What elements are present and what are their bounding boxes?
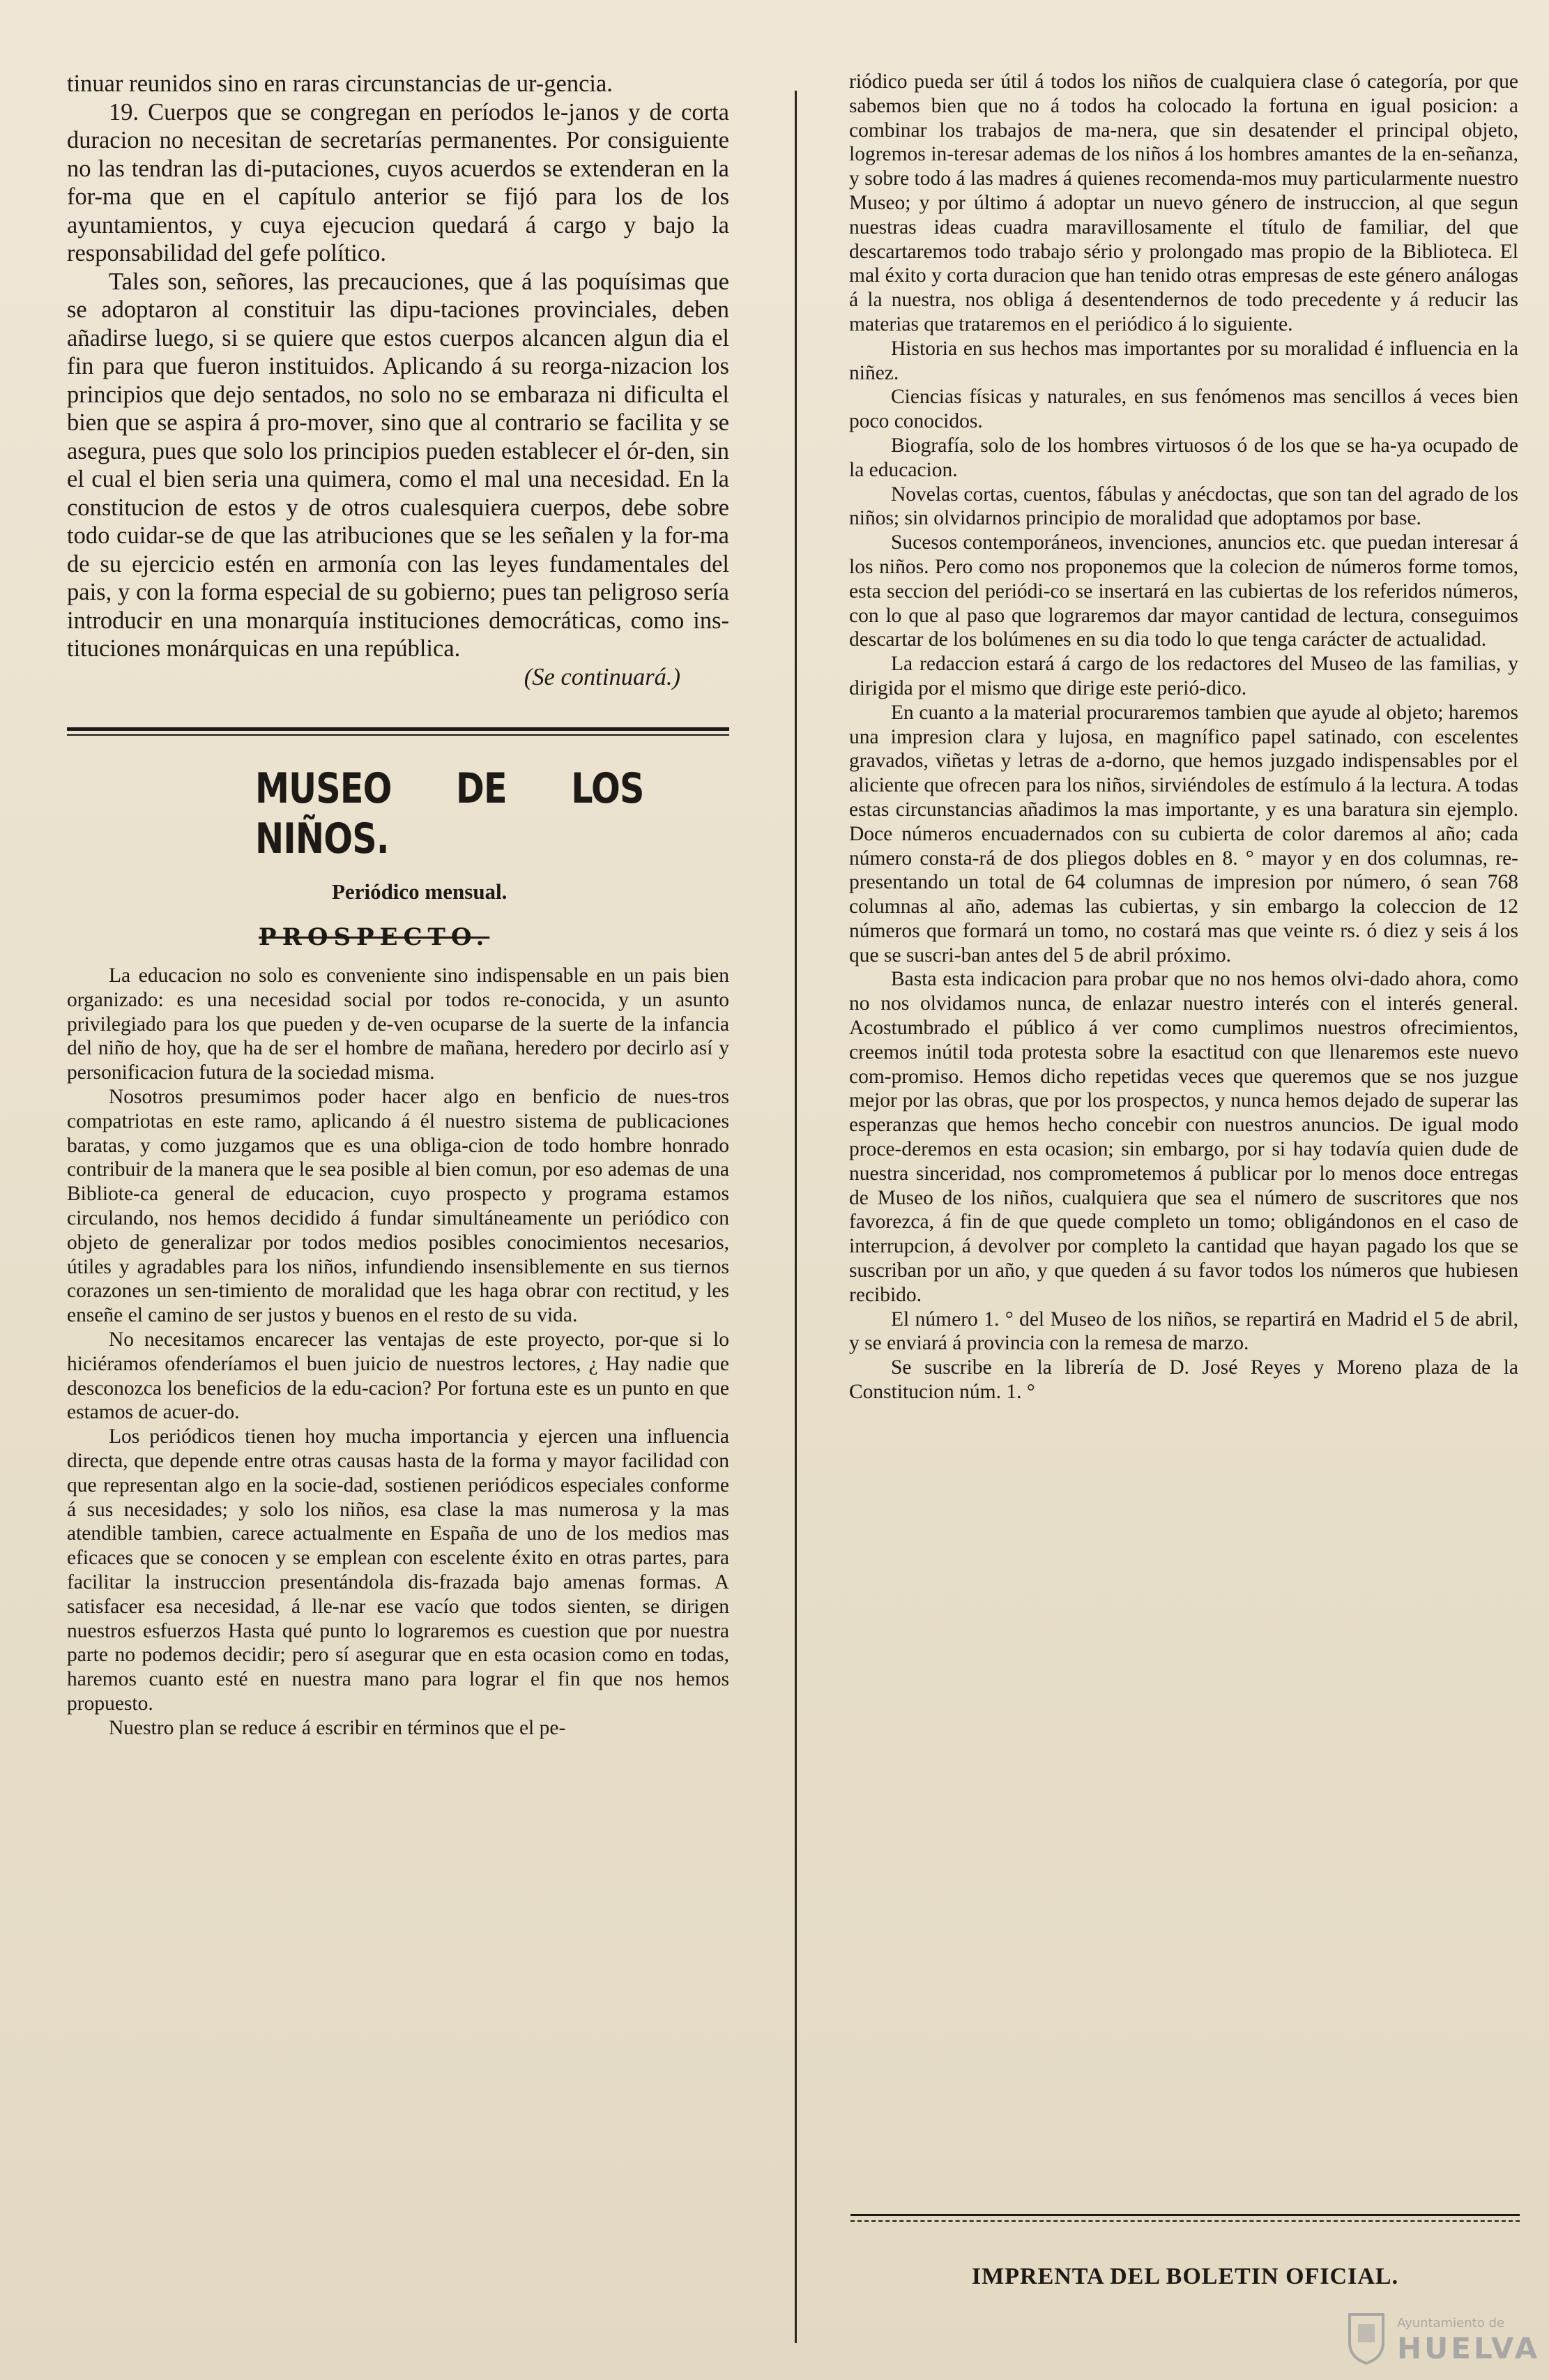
right-paragraph-basta: Basta esta indicacion para probar que no nos hemos olvi-dado ahora, como no nos olvidamos nunca, de enlazar nuestro interés con el interés general. Acostumbrado el público á ver como cumplimos nuestros ofrecimientos, creemos inútil toda protesta sobre la esactitud con que llenaremos este nuevo com-promiso. Hemos dicho repetidas veces que queremos que se nos juzgue mejor por las obras, que por los prospectos, y nunca hemos dejado de superar las esperanzas que hemos hecho concebir con nuestros anuncios. De igual modo proce-deremos en esta ocasion; sin embargo, por si hay todavía quien dude de nuestra sinceridad, nos comprometemos á publicar por lo menos doce entregas de Museo de los niños, cualquiera que sea el número de suscritores que nos favorezca, á fin de que quede completo un tomo; obligándonos en el caso de interrupcion, á devolver por completo la cantidad que hayan pagado los que se suscriban por un año, y que queden á su favor todos los números que hubiesen recibido. [849,968,1518,1306]
watermark-line-1: Ayuntamiento de [1397,2316,1504,2330]
right-column [849,70,1518,2338]
right-paragraph-sucesos: Sucesos contemporáneos, invenciones, anuncios etc. que puedan interesar á los niños. Pero como nos proponemos que la colecion de números forme tomos, esta seccion del periódi-co se insertará en las cubiertas de los referidos números, con lo que al paso que lograremos dar mayor cantidad de lectura, conseguimos descartar de los bolúmenes en su dia todo lo que tenga carácter de actualidad. [849,531,1518,651]
right-paragraph-historia: Historia en sus hechos mas importantes por su moralidad é influencia en la niñez. [849,337,1518,384]
prospecto-paragraph-4: Los periódicos tienen hoy mucha importancia y ejercen una influencia directa, que depende entre otras causas hasta de la forma y mayor facilidad con que representan algo en la socie-dad, sostienen periódicos especiales conforme á sus necesidades; y solo los niños, esa clase la mas numerosa y la mas atendible tambien, carece actualmente en España de uno de los medios mas eficaces que se conocen y se emplean con escelente éxito en otras partes, para facilitar la instruccion presentándola dis-frazada bajo amenas formas. A satisfacer esa necesidad, á lle-nar ese vacío que todos sienten, se dirigen nuestros esfuerzos Hasta qué punto lo lograremos es cuestion que por nuestra parte no podemos decidir; pero sí asegurar que en esta ocasion como en todas, haremos cuanto esté en nuestra mano para lograr el fin que nos hemos propuesto. [67,1425,729,1715]
masthead-title: MUSEO DE LOS NIÑOS. [255,764,644,863]
right-paragraph-ciencias: Ciencias físicas y naturales, en sus fenómenos mas sencillos á veces bien poco conocidos. [849,386,1518,433]
prospecto-heading: PROSPECTO. [259,923,490,951]
right-paragraph-novelas: Novelas cortas, cuentos, fábulas y anécdoctas, que son tan del agrado de los niños; sin olvidarnos principio de moralidad que adoptamos por base. [849,483,1518,530]
left-column [67,70,729,2338]
printer-imprint: IMPRENTA DEL BOLETIN OFICIAL. [971,2264,1399,2289]
prospecto-paragraph-5: Nuestro plan se reduce á escribir en términos que el pe- [109,1716,566,1739]
prospecto-paragraph-2: Nosotros presumimos poder hacer algo en benficio de nues-tros compatriotas en este ramo, aplicando á él nuestro sistema de publicaciones baratas, y como juzgamos que es una obliga-cion de todo hombre honrado contribuir de la manera que le sea posible al bien comun, por eso ademas de una Bibliote-ca general de educacion, cuyo prospecto y programa estamos circulando, nos hemos decidido á fundar simultáneamente un periódico con objeto de generalizar por todos medios posibles conocimientos necesarios, útiles y agradables para los niños, infundiendo insensiblemente en sus tiernos corazones un sen-timiento de moralidad que les haga obrar con rectitud, y les enseñe el camino de ser justos y buenos en el resto de su vida. [67,1085,729,1327]
right-paragraph-redaccion: La redaccion estará á cargo de los redactores del Museo de las familias, y dirigida por el mismo que dirige este perió-dico. [849,653,1518,699]
paragraph-tales: Tales son, señores, las precauciones, que á las poquísimas que se adoptaron al constituir las dipu-taciones provinciales, deben añadirse luego, si se quiere que estos cuerpos alcancen algun dia el fin para que fueron instituidos. Aplicando á su reorga-nizacion los principios que dejo sentados, no solo no se embaraza ni dificulta el bien que se aspira á pro-mover, sino que al contrario se facilita y se asegura, pues que solo los principios pueden establecer el ór-den, sin el cual el bien seria una quimera, como el mal una necesidad. En la constitucion de estos y de otros cualesquiera cuerpos, debe sobre todo cuidar-se de que las atribuciones que se les señalen y la for-ma de su ejercicio estén en armonía con las leyes fundamentales del pais, y con la forma especial de su gobierno; pues tan peligroso sería introducir en una monarquía instituciones democráticas, como ins-tituciones monárquicas en una república. [67,268,729,662]
column-divider [795,91,797,2343]
watermark-line-2: HUELVA [1397,2331,1541,2365]
section-divider [67,727,729,736]
continuara-note: (Se continuará.) [524,663,680,690]
masthead-subtitle: Periódico mensual. [332,879,508,904]
footer-rule [850,2214,1520,2216]
right-paragraph-suscribe: Se suscribe en la librería de D. José Reyes y Moreno plaza de la Constitucion núm. 1. ° [849,1356,1518,1404]
continuation-text: tinuar reunidos sino en raras circunstancias de ur-gencia. [67,70,613,97]
footer-rule-ornamental [850,2220,1520,2222]
prospecto-paragraph-3: No necesitamos encarecer las ventajas de este proyecto, por-que si lo hiciéramos ofenderíamos el buen juicio de nuestros lectores, ¿ Hay nadie que desconozca los beneficios de la edu-cacion? Por fortuna este es un punto en que estamos de acuer-do. [67,1328,729,1424]
paragraph-19: 19. Cuerpos que se congregan en períodos le-janos y de corta duracion no necesitan de secretarías permanentes. Por consiguiente no las tendran las di-putaciones, cuyos acuerdos se extenderan en la for-ma que en el capítulo anterior se fijó para los de los ayuntamientos, y cuya ejecucion quedará á cargo y bajo la responsabilidad del gefe político. [67,98,729,266]
right-paragraph-material: En cuanto a la material procuraremos tambien que ayude al objeto; haremos una impresion clara y lujosa, en magnífico papel satinado, con escelentes gravados, viñetas y letras de a-dorno, que hemos juzgado indispensables por el aliciente que ofrecen para los niños, sirviéndoles de estímulo á la lectura. A todas estas circunstancias añadimos la mas importante, y es una baratura sin ejemplo. Doce números encuadernados con su cubierta de color daremos al año; cada número consta-rá de dos pliegos dobles en 8. ° mayor y en dos columnas, re-presentando un total de 64 columnas de impresion por número, ó sean 768 columnas al año, ademas las cubiertas, y sin embargo la coleccion de 12 números que formará un tomo, no costará mas que veinte rs. ó diez y seis á los que se suscri-ban antes del 5 de abril próximo. [849,701,1518,967]
prospecto-paragraph-1: La educacion no solo es conveniente sino indispensable en un pais bien organizado: es una necesidad social por todos re-conocida, y un asunto privilegiado para los que pueden y de-ven ocuparse de la suerte de la infancia del niño de hoy, que ha de ser el hombre de mañana, heredero por decirlo así y personificacion futura de la sociedad misma. [67,964,729,1084]
right-paragraph-numero: El número 1. ° del Museo de los niños, se repartirá en Madrid el 5 de abril, y se enviará á provincia con la remesa de marzo. [849,1308,1518,1355]
right-paragraph-biografia: Biografía, solo de los hombres virtuosos ó de los que se ha-ya ocupado de la educacion. [849,434,1518,481]
huelva-watermark-logo [1341,2310,1541,2366]
footer [49,2214,1521,2290]
coat-of-arms-icon [1345,2312,1387,2365]
right-paragraph-1: riódico pueda ser útil á todos los niños de cualquiera clase ó categoría, por que sabemos bien que no á todos ha colocado la fortuna en igual posicion: a combinar los trabajos de ma-nera, que sin desatender el principal objeto, logremos in-teresar ademas de los niños á los hombres amantes de la en-señanza, y sobre todo á las madres á quienes recomenda-mos muy particularmente nuestro Museo; y por último á adoptar un nuevo género de instruccion, al que segun nuestras ideas cuadra maravillosamente el título de familiar, del que descartaremos todo trabajo sério y prolongado mas propio de la Biblioteca. El mal éxito y corta duracion que han tenido otras empresas de este género análogas á la nuestra, nos obliga á desentendernos de todo precedente y á reducir las materias que trataremos en el periódico á lo siguiente. [849,70,1518,335]
